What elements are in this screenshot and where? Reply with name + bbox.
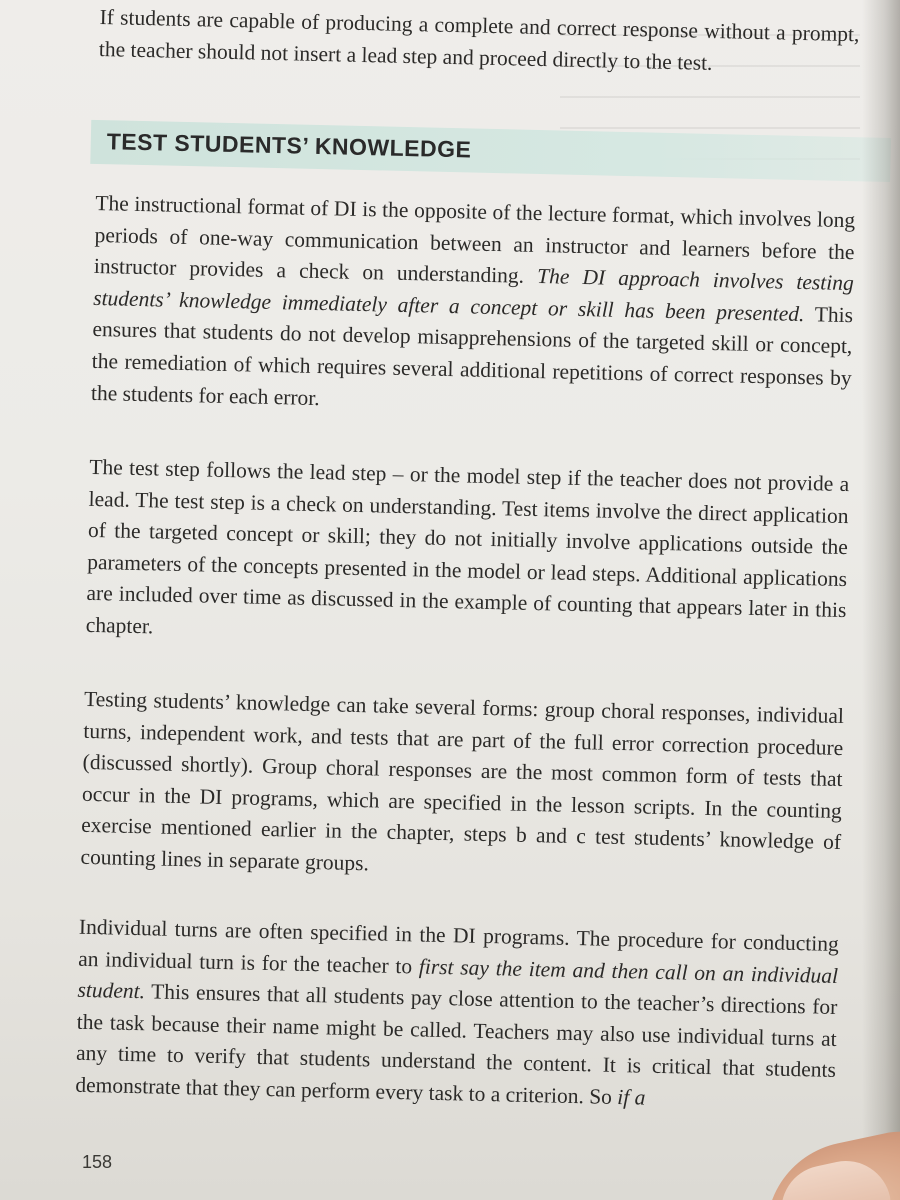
paragraph-4-italic: first say the item and then call on an individual student. <box>77 954 839 1004</box>
paragraph-4 <box>75 912 839 1119</box>
page-content <box>75 0 860 1110</box>
paragraph-1-text: The instructional format of DI is the opposite of the lecture format, which involves long periods of one-way communication between an instructor and learners before the instructor provides a check on understanding. <box>93 190 856 289</box>
paragraph-4-text-mid: This ensures that all students pay close attention to the teacher’s directions for the task because their name might be called. Teachers may also use individual turns at any time to verify that students understand the content. It is critical that students demonstrate that they can perform every task to a criterion. So <box>75 979 838 1109</box>
page-number: 158 <box>82 1152 113 1172</box>
paragraph-1-italic: The DI approach involves testing students’ knowledge immediately after a concept or skill has been presented. <box>92 264 855 326</box>
paragraph-1 <box>91 188 856 426</box>
paragraph-3: Testing students’ knowledge can take several forms: group choral responses, individual turns, independent work, and tests that are part of the full error correction procedure (discussed shortly). Group choral responses are the most common form of tests that occur in the DI programs, which are specified in the lesson scripts. In the counting exercise mentioned earlier in the chapter, steps b and c test students’ knowledge of counting lines in separate groups. <box>80 686 845 876</box>
paragraph-1-text-end: This ensures that students do not develop misapprehensions of the targeted skill or concept, the remediation of which requires several additional repetitions of correct responses by the students for each error. <box>90 301 854 410</box>
thumbnail-nail <box>773 1153 893 1200</box>
paragraph-4-text: Individual turns are often specified in the DI programs. The procedure for conducting an individual turn is for the teacher to <box>77 914 840 979</box>
paragraph-2: The test step follows the lead step – or the model step if the teacher does not provide a lead. The test step is a check on understanding. Test items involve the direct application of the targeted concept or skill; they do not initially involve applications outside the parameters of the concepts presented in the model or lead steps. Additional applications are included over time as discussed in the example of counting that appears later in this chapter. <box>85 454 850 639</box>
page-edge-shadow <box>862 0 900 1200</box>
intro-tail-paragraph: If students are capable of producing a complete and correct response without a prompt, the teacher should not insert a lead step and proceed directly to the test. <box>98 4 860 75</box>
paragraph-4-italic-end: if a <box>617 1084 646 1110</box>
section-heading: TEST STUDENTS’ KNOWLEDGE <box>106 128 472 163</box>
